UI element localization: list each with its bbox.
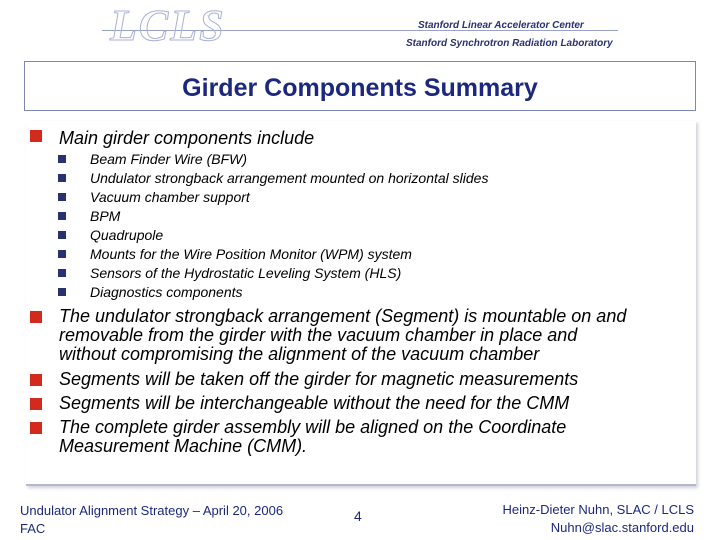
footer-committee: FAC [20, 521, 46, 536]
bullet-text: Segments will be interchangeable without the need for the CMM [59, 393, 570, 413]
sub-bullet-marker [58, 193, 66, 201]
footer-talk-title: Undulator Alignment Strategy – April 20, 2006 [20, 503, 284, 518]
slide-title: Girder Components Summary [182, 74, 538, 102]
bullet-marker [30, 422, 42, 434]
sub-bullet-marker [58, 288, 66, 296]
org-name-slac: Stanford Linear Accelerator Center [418, 20, 584, 31]
footer-author: Heinz-Dieter Nuhn, SLAC / LCLS [502, 502, 694, 517]
bullet-text: The complete girder assembly will be aligned on the Coordinate [59, 417, 567, 437]
bullet-text: Segments will be taken off the girder for magnetic measurements [59, 369, 579, 389]
bullet-marker [30, 398, 42, 410]
bullet-marker [30, 311, 42, 323]
sub-bullet-text: Beam Finder Wire (BFW) [90, 151, 248, 167]
bullet-text-continued: Measurement Machine (CMM). [59, 436, 308, 456]
footer-right [503, 501, 694, 537]
sub-bullet-marker [58, 250, 66, 258]
title-box [24, 61, 696, 111]
sub-bullet-marker [58, 269, 66, 277]
sub-bullet-text: BPM [90, 208, 121, 224]
bullet-text-continued: removable from the girder with the vacuum chamber in place and [59, 325, 578, 345]
header [0, 0, 720, 56]
bullet-marker [30, 130, 42, 142]
sub-bullet-marker [58, 155, 66, 163]
bullet-text: The undulator strongback arrangement (Segment) is mountable on and [59, 306, 627, 326]
sub-bullet-text: Diagnostics components [90, 284, 243, 300]
bullet-text-continued: without compromising the alignment of the vacuum chamber [59, 344, 540, 364]
lcls-logo: LCLS [110, 1, 226, 50]
org-name-ssrl: Stanford Synchrotron Radiation Laboratory [406, 38, 613, 49]
sub-bullet-text: Undulator strongback arrangement mounted on horizontal slides [90, 170, 489, 186]
sub-bullet-text: Vacuum chamber support [90, 189, 250, 205]
sub-bullet-marker [58, 212, 66, 220]
sub-bullet-text: Sensors of the Hydrostatic Leveling System (HLS) [90, 265, 402, 281]
footer-email: Nuhn@slac.stanford.edu [550, 520, 694, 535]
page-number: 4 [354, 508, 362, 524]
sub-bullet-marker [58, 231, 66, 239]
bullet-marker [30, 374, 42, 386]
sub-bullet-text: Quadrupole [90, 227, 164, 243]
bullet-text: Main girder components include [59, 128, 315, 148]
footer-left [20, 502, 283, 538]
sub-bullet-marker [58, 174, 66, 182]
sub-bullet-text: Mounts for the Wire Position Monitor (WPM) system [90, 246, 412, 262]
